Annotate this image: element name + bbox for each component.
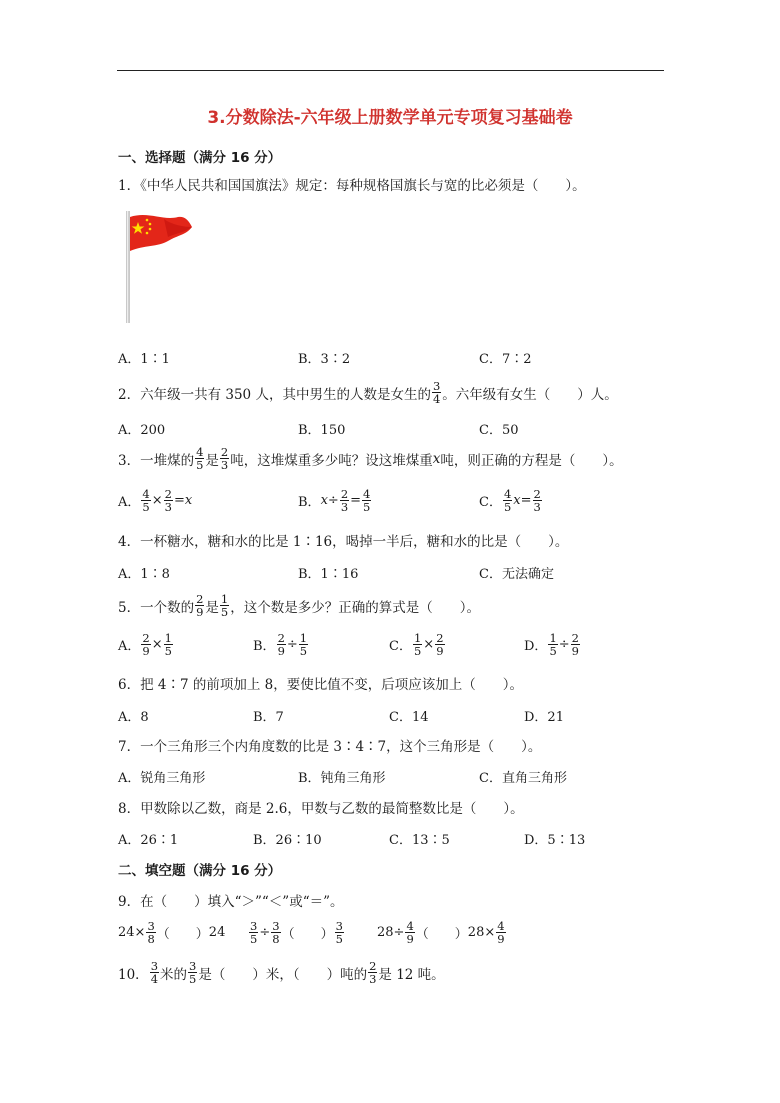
fraction: $\frac{3}{5}$ (335, 919, 343, 947)
q4-option-b: B．1∶16 (298, 567, 359, 582)
question-8: 8．甲数除以乙数，商是 2.6，甲数与乙数的最简整数比是（ ）。 (118, 801, 524, 817)
question-6: 6．把 4∶7 的前项加上 8，要使比值不变，后项应该加上（ ）。 (118, 677, 523, 693)
q2-option-c: C．50 (479, 423, 519, 438)
q3-option-a: A． $\frac{4}{5}$ × $\frac{2}{3}$ = x (118, 487, 193, 515)
q6-option-d: D．21 (524, 710, 564, 725)
q3-text: 是 (205, 452, 219, 469)
answer-blank[interactable]: （ ） (281, 927, 334, 943)
q7-option-c: C．直角三角形 (479, 771, 567, 786)
fraction: $\frac{2}{3}$ (533, 487, 541, 515)
q10-text: 是 12 吨。 (378, 966, 445, 983)
q9-item-3: 28 ÷ $\frac{4}{9}$ （ ） 28 × $\frac{4}{9}$ (377, 919, 505, 947)
q8-option-d: D．5∶13 (524, 833, 586, 848)
fraction: $\frac{1}{5}$ (549, 631, 557, 659)
section-heading-choice: 一、选择题（满分 16 分） (118, 150, 282, 166)
fraction: $\frac{3}{8}$ (272, 919, 280, 947)
question-3 (118, 446, 623, 471)
q3-text: 3．一堆煤的 (118, 452, 195, 469)
q5-option-c: C． $\frac{1}{5}$ × $\frac{2}{9}$ (389, 631, 444, 659)
q5-text: ，这个数是多少？正确的算式是（ ）。 (230, 599, 480, 616)
q10-text: 是（ ）米，（ ）吨的 (198, 966, 368, 983)
section-heading-fill: 二、填空题（满分 16 分） (118, 863, 282, 879)
question-9: 9．在（ ）填入“＞”“＜”或“＝”。 (118, 894, 344, 910)
fraction: $\frac{2}{9}$ (142, 631, 150, 659)
fraction: $\frac{4}{5}$ (363, 487, 371, 515)
q1-option-a: A．1∶1 (118, 352, 170, 367)
q2-option-b: B．150 (298, 423, 346, 438)
fraction: $\frac{1}{5}$ (164, 631, 172, 659)
fraction: $\frac{2}{3}$ (340, 487, 349, 515)
q2-option-a: A．200 (118, 423, 166, 438)
q5-text: 是 (205, 599, 219, 616)
q5-option-a: A． $\frac{2}{9}$ × $\frac{1}{5}$ (118, 631, 172, 659)
q5-option-d: D． $\frac{1}{5}$ ÷ $\frac{2}{9}$ (524, 631, 579, 659)
q6-option-c: C．14 (389, 710, 429, 725)
q3-text: 吨，这堆煤重多少吨？设这堆煤重 (230, 452, 433, 469)
q2-text-post: 。六年级有女生（ ）人。 (442, 386, 618, 403)
fraction: $\frac{2}{9}$ (277, 631, 285, 659)
q7-option-a: A．锐角三角形 (118, 771, 206, 786)
q1-option-b: B．3∶2 (298, 352, 351, 367)
q6-option-b: B．7 (253, 710, 284, 725)
question-2 (118, 380, 618, 405)
fraction: $\frac{2}{9}$ (196, 592, 204, 620)
answer-blank[interactable]: （ ） (156, 927, 209, 943)
fraction: $\frac{3}{4}$ (150, 959, 159, 987)
q6-option-a: A．8 (118, 710, 149, 725)
question-10 (118, 960, 445, 985)
question-7: 7．一个三角形三个内角度数的比是 3∶4∶7，这个三角形是（ ）。 (118, 739, 542, 755)
q2-text-pre: 2．六年级一共有 350 人，其中男生的人数是女生的 (118, 386, 431, 403)
q3-option-c: C． $\frac{4}{5}$ x = $\frac{2}{3}$ (479, 487, 541, 515)
header-rule (117, 70, 664, 71)
q8-option-c: C．13∶5 (389, 833, 450, 848)
fraction: $\frac{4}{5}$ (196, 445, 204, 473)
q5-text: 5．一个数的 (118, 599, 195, 616)
q9-item-1: 24 × $\frac{3}{8}$ （ ） 24 (118, 919, 226, 947)
fraction: $\frac{3}{4}$ (432, 379, 441, 407)
question-1: 1．《中华人民共和国国旗法》规定：每种规格国旗长与宽的比必须是（ ）。 (118, 178, 586, 194)
fraction: $\frac{4}{5}$ (142, 487, 150, 515)
variable-x: x (432, 450, 441, 467)
fraction: $\frac{3}{8}$ (147, 919, 155, 947)
q7-option-b: B．钝角三角形 (298, 771, 386, 786)
fraction: $\frac{4}{5}$ (503, 487, 512, 515)
q9-item-2: $\frac{3}{5}$ ÷ $\frac{3}{8}$ （ ） $\frac{3}{5}$ (250, 919, 343, 947)
q4-option-c: C．无法确定 (479, 567, 554, 582)
fraction: $\frac{2}{9}$ (571, 631, 579, 659)
fraction: $\frac{1}{5}$ (299, 631, 308, 659)
question-4: 4．一杯糖水，糖和水的比是 1∶16，喝掉一半后，糖和水的比是（ ）。 (118, 534, 569, 550)
q8-option-b: B．26∶10 (253, 833, 322, 848)
q3-option-b: B． x ÷ $\frac{2}{3}$ = $\frac{4}{5}$ (298, 487, 371, 515)
fraction: $\frac{3}{5}$ (250, 919, 258, 947)
fraction: $\frac{2}{3}$ (220, 445, 229, 473)
q10-text: 10． (118, 966, 149, 983)
q10-text: 米的 (160, 966, 188, 983)
q1-option-c: C．7∶2 (479, 352, 532, 367)
chinese-flag-image (118, 205, 198, 325)
fraction: $\frac{1}{5}$ (413, 631, 422, 659)
fraction: $\frac{2}{3}$ (369, 959, 377, 987)
fraction: $\frac{4}{9}$ (406, 919, 414, 947)
answer-blank[interactable]: （ ） (415, 927, 468, 943)
q8-option-a: A．26∶1 (118, 833, 179, 848)
q4-option-a: A．1∶8 (118, 567, 170, 582)
q5-option-b: B． $\frac{2}{9}$ ÷ $\frac{1}{5}$ (253, 631, 308, 659)
page-title: 3.分数除法-六年级上册数学单元专项复习基础卷 (207, 108, 573, 128)
fraction: $\frac{4}{9}$ (497, 919, 505, 947)
fraction: $\frac{1}{5}$ (220, 592, 229, 620)
question-5 (118, 593, 480, 618)
fraction: $\frac{2}{3}$ (164, 487, 172, 515)
q3-text: 吨，则正确的方程是（ ）。 (440, 452, 623, 469)
fraction: $\frac{2}{9}$ (436, 631, 444, 659)
fraction: $\frac{3}{5}$ (189, 959, 197, 987)
